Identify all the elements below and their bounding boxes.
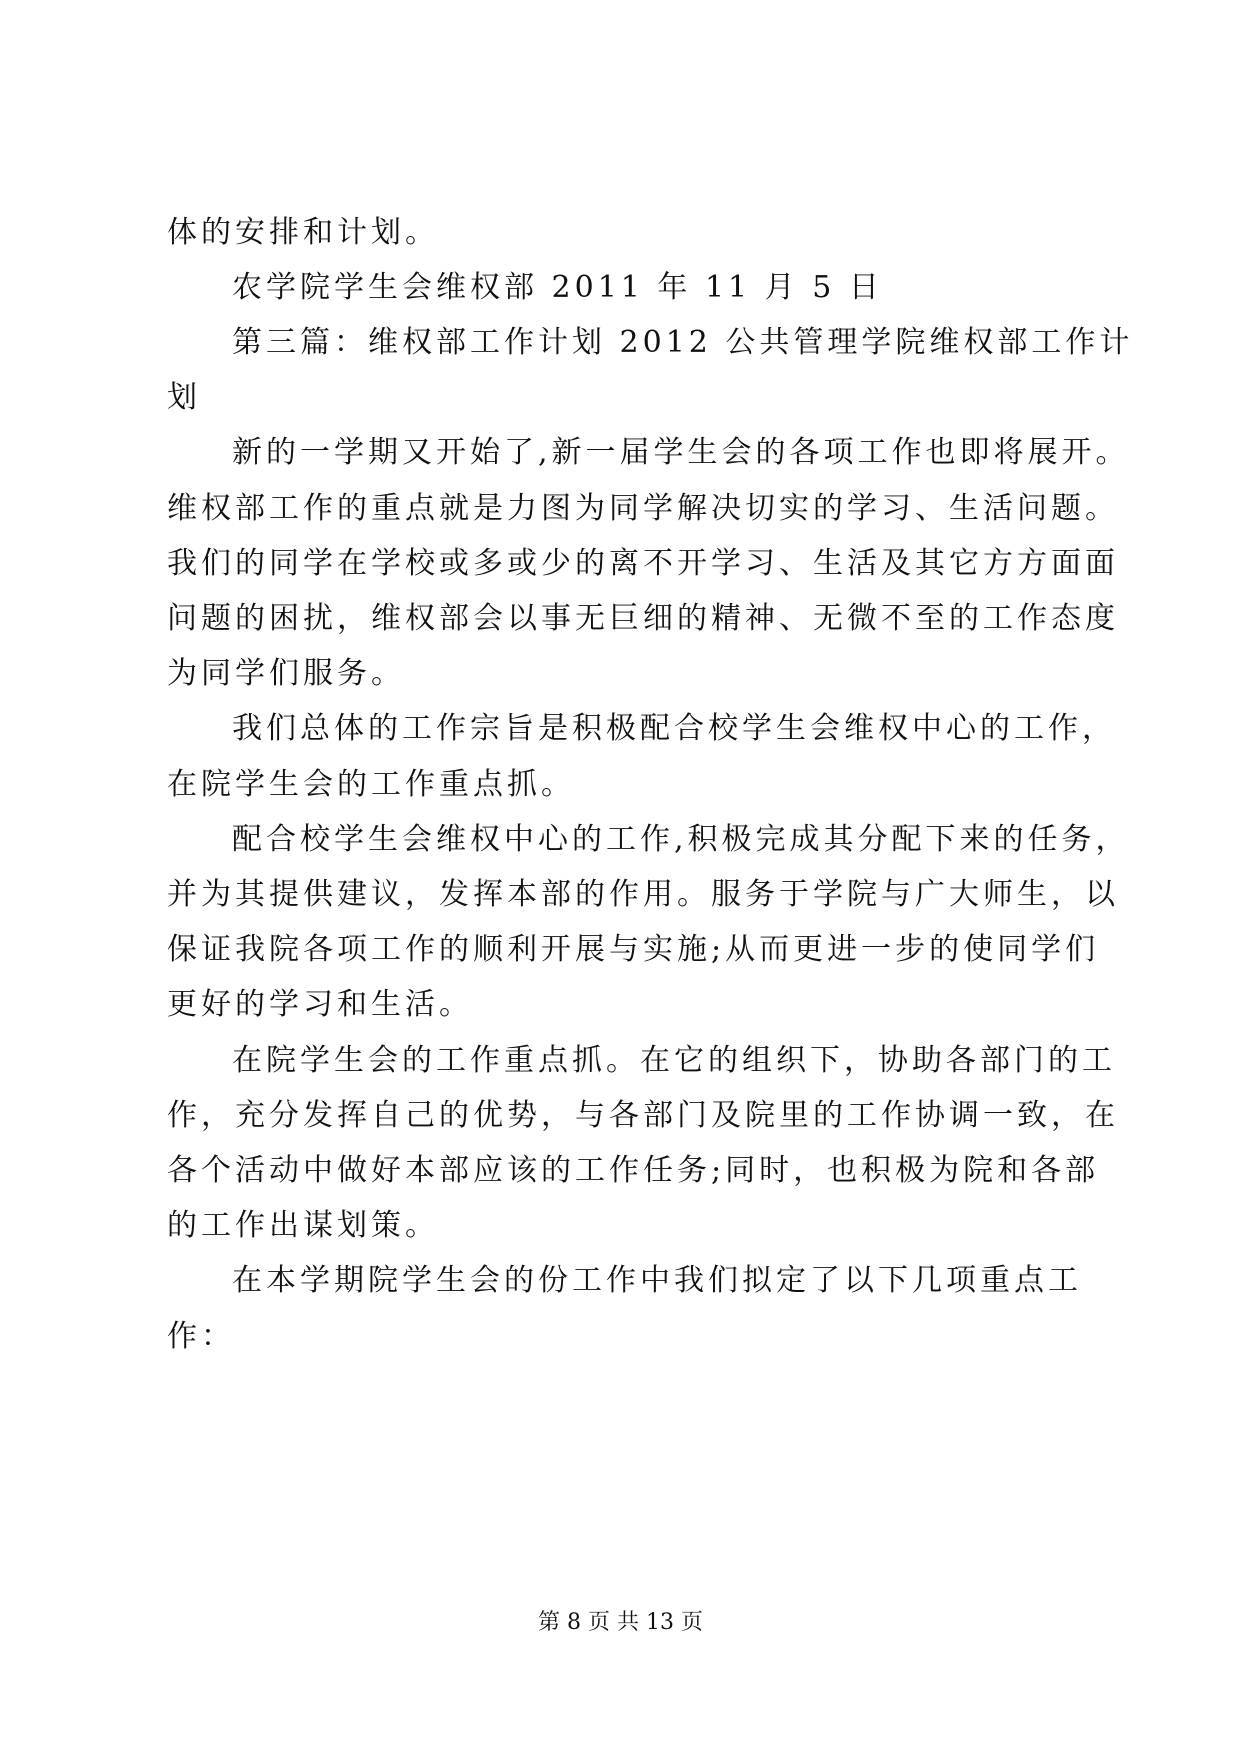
text-line: 作： [167, 1319, 235, 1354]
text-line: 为同学们服务。 [167, 656, 405, 691]
text-line: 维权部工作的重点就是力图为同学解决切实的学习、生活问题。 [167, 491, 1119, 526]
text-line: 保证我院各项工作的顺利开展与实施;从而更进一步的使同学们 [167, 932, 1100, 967]
text-line: 的工作出谋划策。 [167, 1208, 439, 1243]
text-line: 在院学生会的工作重点抓。 [167, 767, 575, 802]
heading-line: 第三篇：维权部工作计划 2012 公共管理学院维权部工作计 [232, 325, 1134, 360]
text-line: 各个活动中做好本部应该的工作任务;同时，也积极为院和各部 [167, 1153, 1100, 1188]
text-line: 并为其提供建议，发挥本部的作用。服务于学院与广大师生，以 [167, 877, 1119, 912]
text-line: 作，充分发挥自己的优势，与各部门及院里的工作协调一致，在 [167, 1098, 1119, 1133]
text-line: 配合校学生会维权中心的工作,积极完成其分配下来的任务， [232, 822, 1130, 857]
text-line: 在本学期院学生会的份工作中我们拟定了以下几项重点工 [232, 1263, 1082, 1298]
page-number-footer: 第 8 页 共 13 页 [538, 1610, 703, 1635]
text-line: 在院学生会的工作重点抓。在它的组织下，协助各部门的工 [232, 1043, 1116, 1078]
text-line: 我们总体的工作宗旨是积极配合校学生会维权中心的工作， [232, 711, 1116, 746]
text-line: 我们的同学在学校或多或少的离不开学习、生活及其它方方面面 [167, 546, 1119, 581]
text-line: 体的安排和计划。 [167, 215, 439, 250]
text-line: 新的一学期又开始了,新一届学生会的各项工作也即将展开。 [232, 435, 1130, 470]
heading-line: 划 [167, 380, 201, 415]
text-line: 农学院学生会维权部 2011 年 11 月 5 日 [232, 270, 883, 305]
text-line: 问题的困扰，维权部会以事无巨细的精神、无微不至的工作态度 [167, 601, 1119, 636]
text-line: 更好的学习和生活。 [167, 987, 473, 1022]
